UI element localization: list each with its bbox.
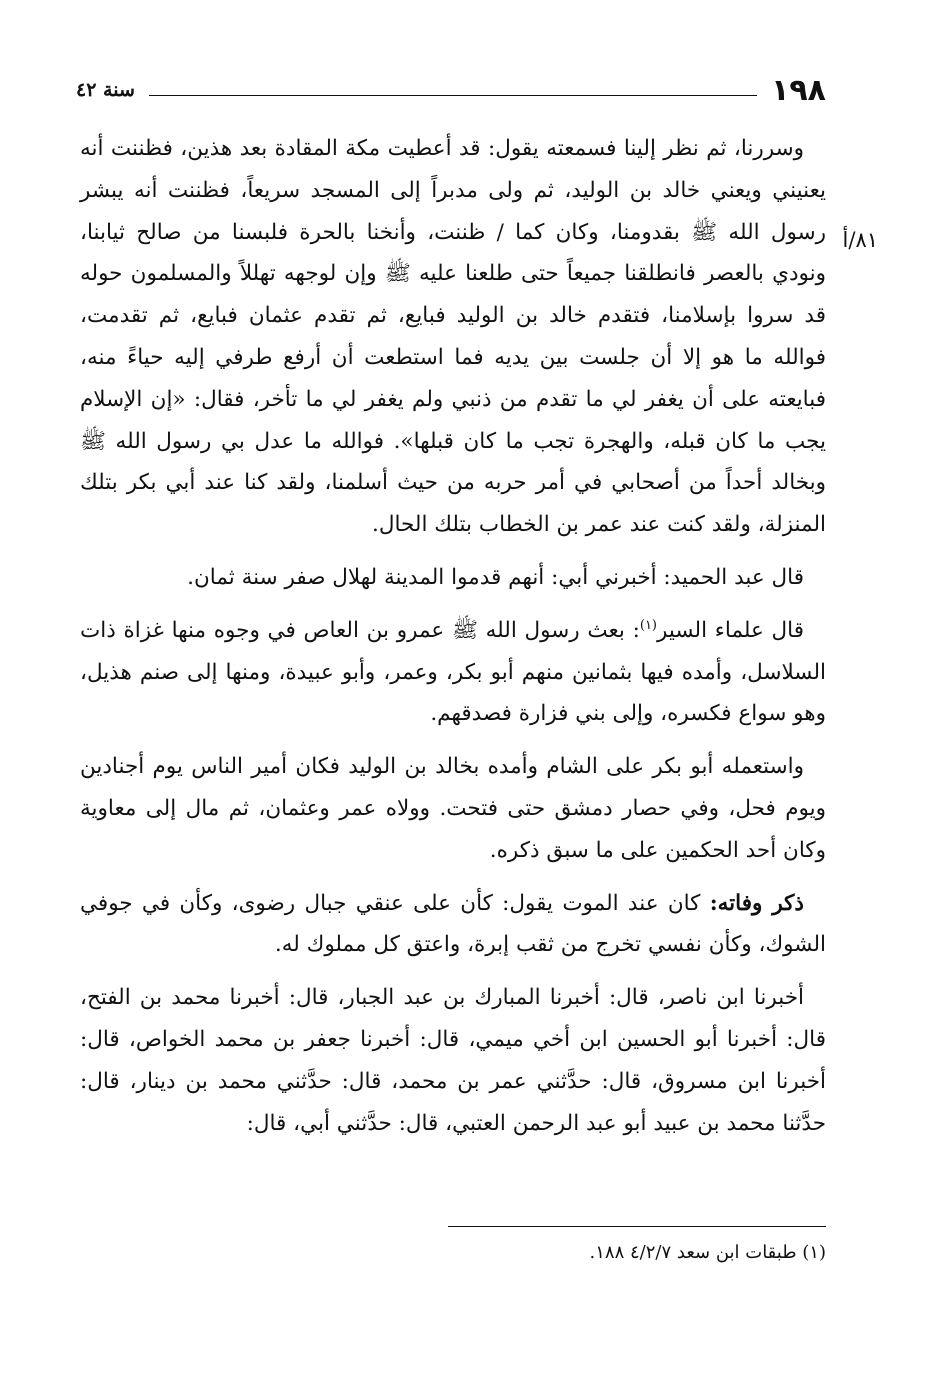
- paragraph: [80, 557, 826, 599]
- paragraph: [80, 610, 826, 735]
- paragraph-text: وسررنا، ثم نظر إلينا فسمعته يقول: قد أعطيت مكة المقادة بعد هذين، فظننت أنه يعنيني ويعني خالد بن الوليد، ثم ولى مدبراً إلى المسجد سريعاً، فظننت أنه يبشر رسول الله ﷺ بقدومنا، وكان كما / ظننت، وأنخنا بالحرة فلبسنا من صالح ثيابنا، ونودي بالعصر فانطلقنا جميعاً حتى طلعنا عليه ﷺ وإن لوجهه تهللاً والمسلمون حوله قد سروا بإسلامنا، فتقدم خالد بن الوليد فبايع، ثم تقدم عثمان فبايع، ثم تقدمت، فوالله ما هو إلا أن جلست بين يديه فما استطعت أن أرفع طرفي إليه حياءً منه، فبايعته على أن يغفر لي ما تقدم من ذنبي ولم يغفر لي ما تأخر، فقال: «إن الإسلام يجب ما كان قبله، والهجرة تجب ما كان قبلها». فوالله ما عدل بي رسول الله ﷺ وبخالد أحداً من أصحابي في أمر حربه من حيث أسلمنا، ولقد كنا عند أبي بكر بتلك المنزلة، ولقد كنت عند عمر بن الخطاب بتلك الحال.: [80, 136, 826, 538]
- paragraph: [80, 883, 826, 967]
- footnote: (١) طبقات ابن سعد ٤/٢/٧ ١٨٨.: [589, 1242, 826, 1263]
- section-heading-inline: ذكر وفاته:: [709, 890, 804, 916]
- paragraph: [80, 977, 826, 1144]
- paragraph-text-before-ref: قال علماء السير: [657, 617, 804, 643]
- page-number: ١٩٨: [771, 72, 826, 108]
- paragraph: [80, 128, 826, 546]
- paragraph: [80, 746, 826, 871]
- manuscript-folio-note: ٨١/أ: [842, 228, 878, 252]
- paragraph-text: قال عبد الحميد: أخبرني أبي: أنهم قدموا المدينة لهلال صفر سنة ثمان.: [187, 564, 804, 590]
- paragraph-text: واستعمله أبو بكر على الشام وأمده بخالد بن الوليد فكان أمير الناس يوم أجنادين ويوم فحل، وفي حصار دمشق حتى فتحت. وولاه عمر وعثمان، ثم مال إلى معاوية وكان أحد الحكمين على ما سبق ذكره.: [80, 754, 826, 863]
- footnote-rule: [448, 1226, 826, 1227]
- page-header: [76, 70, 826, 110]
- year-label: سنة ٤٢: [76, 79, 135, 101]
- paragraph-text: أخبرنا ابن ناصر، قال: أخبرنا المبارك بن عبد الجبار، قال: أخبرنا محمد بن الفتح، قال: أخبرنا أبو الحسين ابن أخي ميمي، قال: أخبرنا جعفر بن محمد الخواص، قال: أخبرنا ابن مسروق، قال: حدَّثني عمر بن محمد، قال: حدَّثني محمد بن دينار، قال: حدَّثنا محمد بن عبيد أبو عبد الرحمن العتبي، قال: حدَّثني أبي، قال:: [80, 985, 826, 1136]
- header-rule: [149, 95, 757, 96]
- paragraph-text: : بعث رسول الله ﷺ عمرو بن العاص في وجوه منها غزاة ذات السلاسل، وأمده فيها بثمانين منهم أبو بكر، وعمر، وأبو عبيدة، ومنها إلى صنم هذيل، وهو سواع فكسره، وإلى بني فزارة فصدقهم.: [80, 617, 826, 727]
- paragraph-text: كان عند الموت يقول: كأن على عنقي جبال رضوى، وكأن في جوفي الشوك، وكأن نفسي تخرج من ثقب إبرة، واعتق كل مملوك له.: [80, 890, 826, 958]
- main-text: [80, 128, 826, 1155]
- footnote-reference[interactable]: (١): [639, 617, 657, 633]
